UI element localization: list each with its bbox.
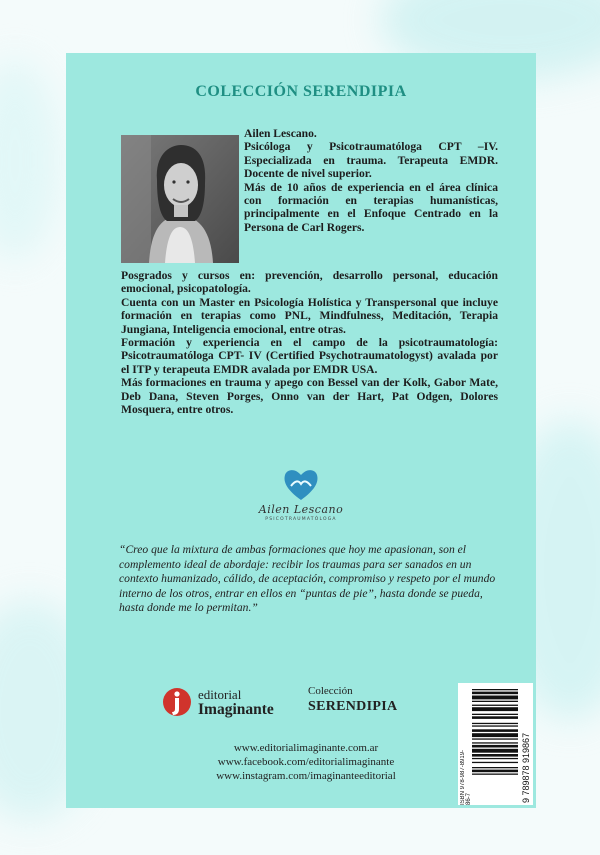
bio-paragraph: Cuenta con un Master en Psicología Holística y Transpersonal que incluye formación en terapias como PNL, Mindfulness, Meditación, Terapia Jungiana, Inteligencia emocional, entre otras. xyxy=(121,295,498,336)
isbn-digits: 9 789878 919867 xyxy=(521,732,531,803)
isbn-barcode xyxy=(458,683,533,805)
barcode-bar xyxy=(472,742,518,743)
barcode-bar xyxy=(472,689,518,690)
barcode-bar xyxy=(472,738,518,739)
contact-links xyxy=(186,741,426,783)
author-quote: “Creo que la mixtura de ambas formaciones que hoy me apasionan, son el complemento ideal de abordaje: recibir los traumas para ser sanados en un contexto humanizado, cálido, de aceptación, compromiso y respeto por el mundo interno de los otros, entrar en ellos en “puntas de pie”, hasta donde se pueda, hasta donde me lo permitan.” xyxy=(119,543,496,615)
barcode-bar xyxy=(472,729,518,732)
barcode-bar xyxy=(472,716,518,719)
barcode-bar xyxy=(472,770,518,773)
barcode-bar xyxy=(472,758,518,759)
barcode-bar xyxy=(472,745,518,748)
website-link[interactable]: www.editorialimaginante.com.ar xyxy=(233,742,379,754)
instagram-link[interactable]: www.instagram.com/imaginanteeditorial xyxy=(216,770,396,782)
publisher-name-line1: editorial xyxy=(198,687,242,702)
collection-label: Colección xyxy=(308,685,353,697)
bio-paragraph: Posgrados y cursos en: prevención, desarrollo personal, educación emocional, psicopatología. xyxy=(121,269,498,296)
bio-paragraph: Psicóloga y Psicotraumatóloga CPT –IV. Especializada en trauma. Terapeuta EMDR. Docente de nivel superior. xyxy=(244,140,498,181)
back-cover-panel xyxy=(66,53,536,808)
collection-title: COLECCIÓN SERENDIPIA xyxy=(195,83,407,100)
publisher-name-line2: Imaginante xyxy=(198,701,274,718)
barcode-bar xyxy=(472,705,518,706)
author-signature: Ailen Lescano xyxy=(258,503,344,516)
collection-name: SERENDIPIA xyxy=(308,699,398,714)
barcode-bar xyxy=(472,762,518,763)
isbn-text: ISBN 978-987-8919-86-7 xyxy=(460,749,472,805)
barcode-bar xyxy=(472,774,518,775)
barcode-bar xyxy=(472,749,518,753)
bio-paragraph: Ailen Lescano. xyxy=(244,127,317,140)
collection-logo xyxy=(308,685,418,715)
barcode-bar xyxy=(472,692,518,695)
barcode-bar xyxy=(472,701,518,702)
author-bio-details xyxy=(121,269,498,416)
author-logo xyxy=(246,466,356,538)
author-bio-intro xyxy=(244,127,498,234)
barcode-bar xyxy=(472,767,518,768)
barcode-bar xyxy=(472,733,518,737)
publisher-logo xyxy=(162,685,302,723)
watercolor-wash xyxy=(0,60,60,260)
bio-paragraph: Más formaciones en trauma y apego con Bessel van der Kolk, Gabor Mate, Deb Dana, Steven Porges, Onno van der Hart, Pat Odgen, Dolores Mosquera, entre otros. xyxy=(121,376,498,417)
barcode-bar xyxy=(472,723,518,724)
barcode-bar xyxy=(472,754,518,757)
author-logo-subtitle: PSICOTRAUMATÓLOGA xyxy=(265,517,337,522)
barcode-bar xyxy=(472,696,518,700)
heart-logo-icon xyxy=(281,466,321,502)
author-photo xyxy=(121,135,239,263)
bio-paragraph: Más de 10 años de experiencia en el área clínica con formación en terapias humanísticas, principalmente en el Enfoque Centrado en la Persona de Carl Rogers. xyxy=(244,180,498,234)
barcode-bar xyxy=(472,714,518,715)
bio-paragraph: Formación y experiencia en el campo de la psicotraumatología: Psicotraumatóloga CPT- IV (Certified Psychotraumatologyst) avalada por el ITP y terapeuta EMDR avalada por EMDR USA. xyxy=(121,336,498,376)
facebook-link[interactable]: www.facebook.com/editorialimaginante xyxy=(217,756,395,768)
barcode-bar xyxy=(472,725,518,726)
imaginante-logo-icon xyxy=(162,685,192,719)
barcode-bar xyxy=(472,707,518,711)
